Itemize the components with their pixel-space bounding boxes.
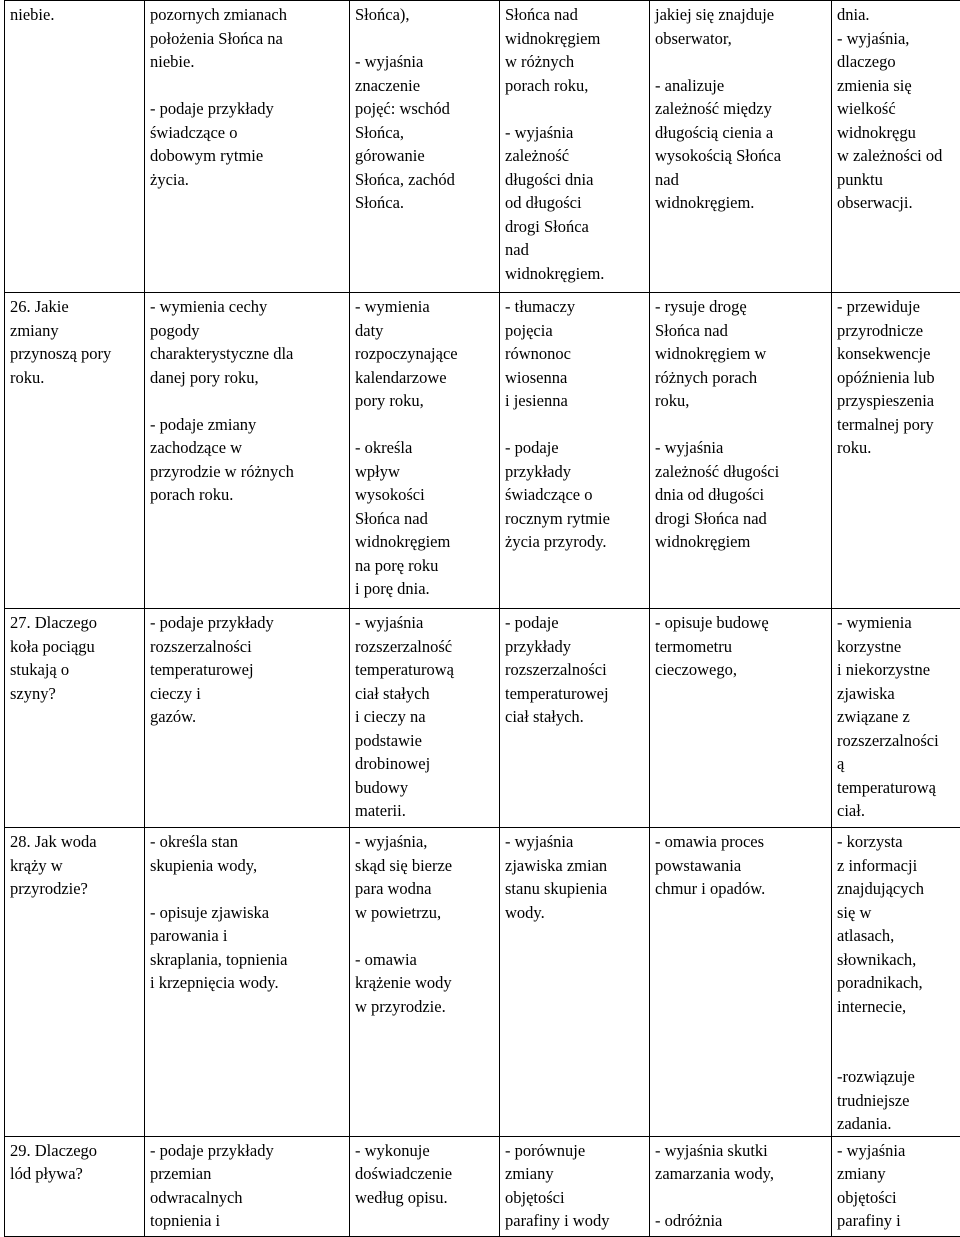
requirement-cell: - porównuje zmiany objętości parafiny i wody <box>500 1136 650 1236</box>
curriculum-table <box>4 0 960 1237</box>
requirement-cell: Słońca), - wyjaśnia znaczenie pojęć: wschód Słońca, górowanie Słońca, zachód Słońca. <box>350 1 500 293</box>
requirement-cell: - podaje przykłady rozszerzalności temperaturowej ciał stałych. <box>500 609 650 828</box>
requirement-cell: - wymienia daty rozpoczynające kalendarzowe pory roku, - określa wpływ wysokości Słońca nad widnokręgiem na porę roku i porę dnia. <box>350 293 500 609</box>
table-row <box>5 828 960 1137</box>
topic-cell: 27. Dlaczego koła pociągu stukają o szyny? <box>5 609 145 828</box>
requirement-cell: dnia. - wyjaśnia, dlaczego zmienia się wielkość widnokręgu w zależności od punktu obserwacji. <box>832 1 960 293</box>
requirement-cell: - wymienia cechy pogody charakterystyczne dla danej pory roku, - podaje zmiany zachodzące w przyrodzie w różnych porach roku. <box>145 293 350 609</box>
requirement-cell: - wyjaśnia rozszerzalność temperaturową ciał stałych i cieczy na podstawie drobinowej budowy materii. <box>350 609 500 828</box>
requirement-cell: - wymienia korzystne i niekorzystne zjawiska związane z rozszerzalności ą temperaturową ciał. <box>832 609 960 828</box>
requirement-cell: - przewiduje przyrodnicze konsekwencje opóźnienia lub przyspieszenia termalnej pory roku. <box>832 293 960 609</box>
table-row <box>5 1136 960 1236</box>
topic-cell: 28. Jak woda krąży w przyrodzie? <box>5 828 145 1137</box>
requirement-cell: - tłumaczy pojęcia równonoc wiosenna i jesienna - podaje przykłady świadczące o rocznym rytmie życia przyrody. <box>500 293 650 609</box>
requirement-cell: jakiej się znajduje obserwator, - analizuje zależność między długością cienia a wysokością Słońca nad widnokręgiem. <box>650 1 832 293</box>
topic-cell: 29. Dlaczego lód pływa? <box>5 1136 145 1236</box>
requirement-cell: - wyjaśnia, skąd się bierze para wodna w powietrzu, - omawia krążenie wody w przyrodzie. <box>350 828 500 1137</box>
requirement-cell: Słońca nad widnokręgiem w różnych porach roku, - wyjaśnia zależność długości dnia od długości drogi Słońca nad widnokręgiem. <box>500 1 650 293</box>
requirement-cell: - wykonuje doświadczenie według opisu. <box>350 1136 500 1236</box>
requirement-cell: - omawia proces powstawania chmur i opadów. <box>650 828 832 1137</box>
requirement-cell: - wyjaśnia zmiany objętości parafiny i <box>832 1136 960 1236</box>
requirement-cell: - podaje przykłady przemian odwracalnych topnienia i <box>145 1136 350 1236</box>
requirement-cell: pozornych zmianach położenia Słońca na niebie. - podaje przykłady świadczące o dobowym rytmie życia. <box>145 1 350 293</box>
table-row <box>5 1 960 293</box>
topic-cell: niebie. <box>5 1 145 293</box>
requirement-cell: - podaje przykłady rozszerzalności temperaturowej cieczy i gazów. <box>145 609 350 828</box>
requirement-cell: - wyjaśnia zjawiska zmian stanu skupienia wody. <box>500 828 650 1137</box>
requirement-cell: - opisuje budowę termometru cieczowego, <box>650 609 832 828</box>
requirement-cell: - wyjaśnia skutki zamarzania wody, - odróżnia <box>650 1136 832 1236</box>
table-row <box>5 609 960 828</box>
requirement-cell: - korzysta z informacji znajdujących się w atlasach, słownikach, poradnikach, internecie, -rozwiązuje trudniejsze zadania. <box>832 828 960 1137</box>
requirement-cell: - rysuje drogę Słońca nad widnokręgiem w różnych porach roku, - wyjaśnia zależność długości dnia od długości drogi Słońca nad widnokręgiem <box>650 293 832 609</box>
requirement-cell: - określa stan skupienia wody, - opisuje zjawiska parowania i skraplania, topnienia i krzepnięcia wody. <box>145 828 350 1137</box>
topic-cell: 26. Jakie zmiany przynoszą pory roku. <box>5 293 145 609</box>
table-row <box>5 293 960 609</box>
